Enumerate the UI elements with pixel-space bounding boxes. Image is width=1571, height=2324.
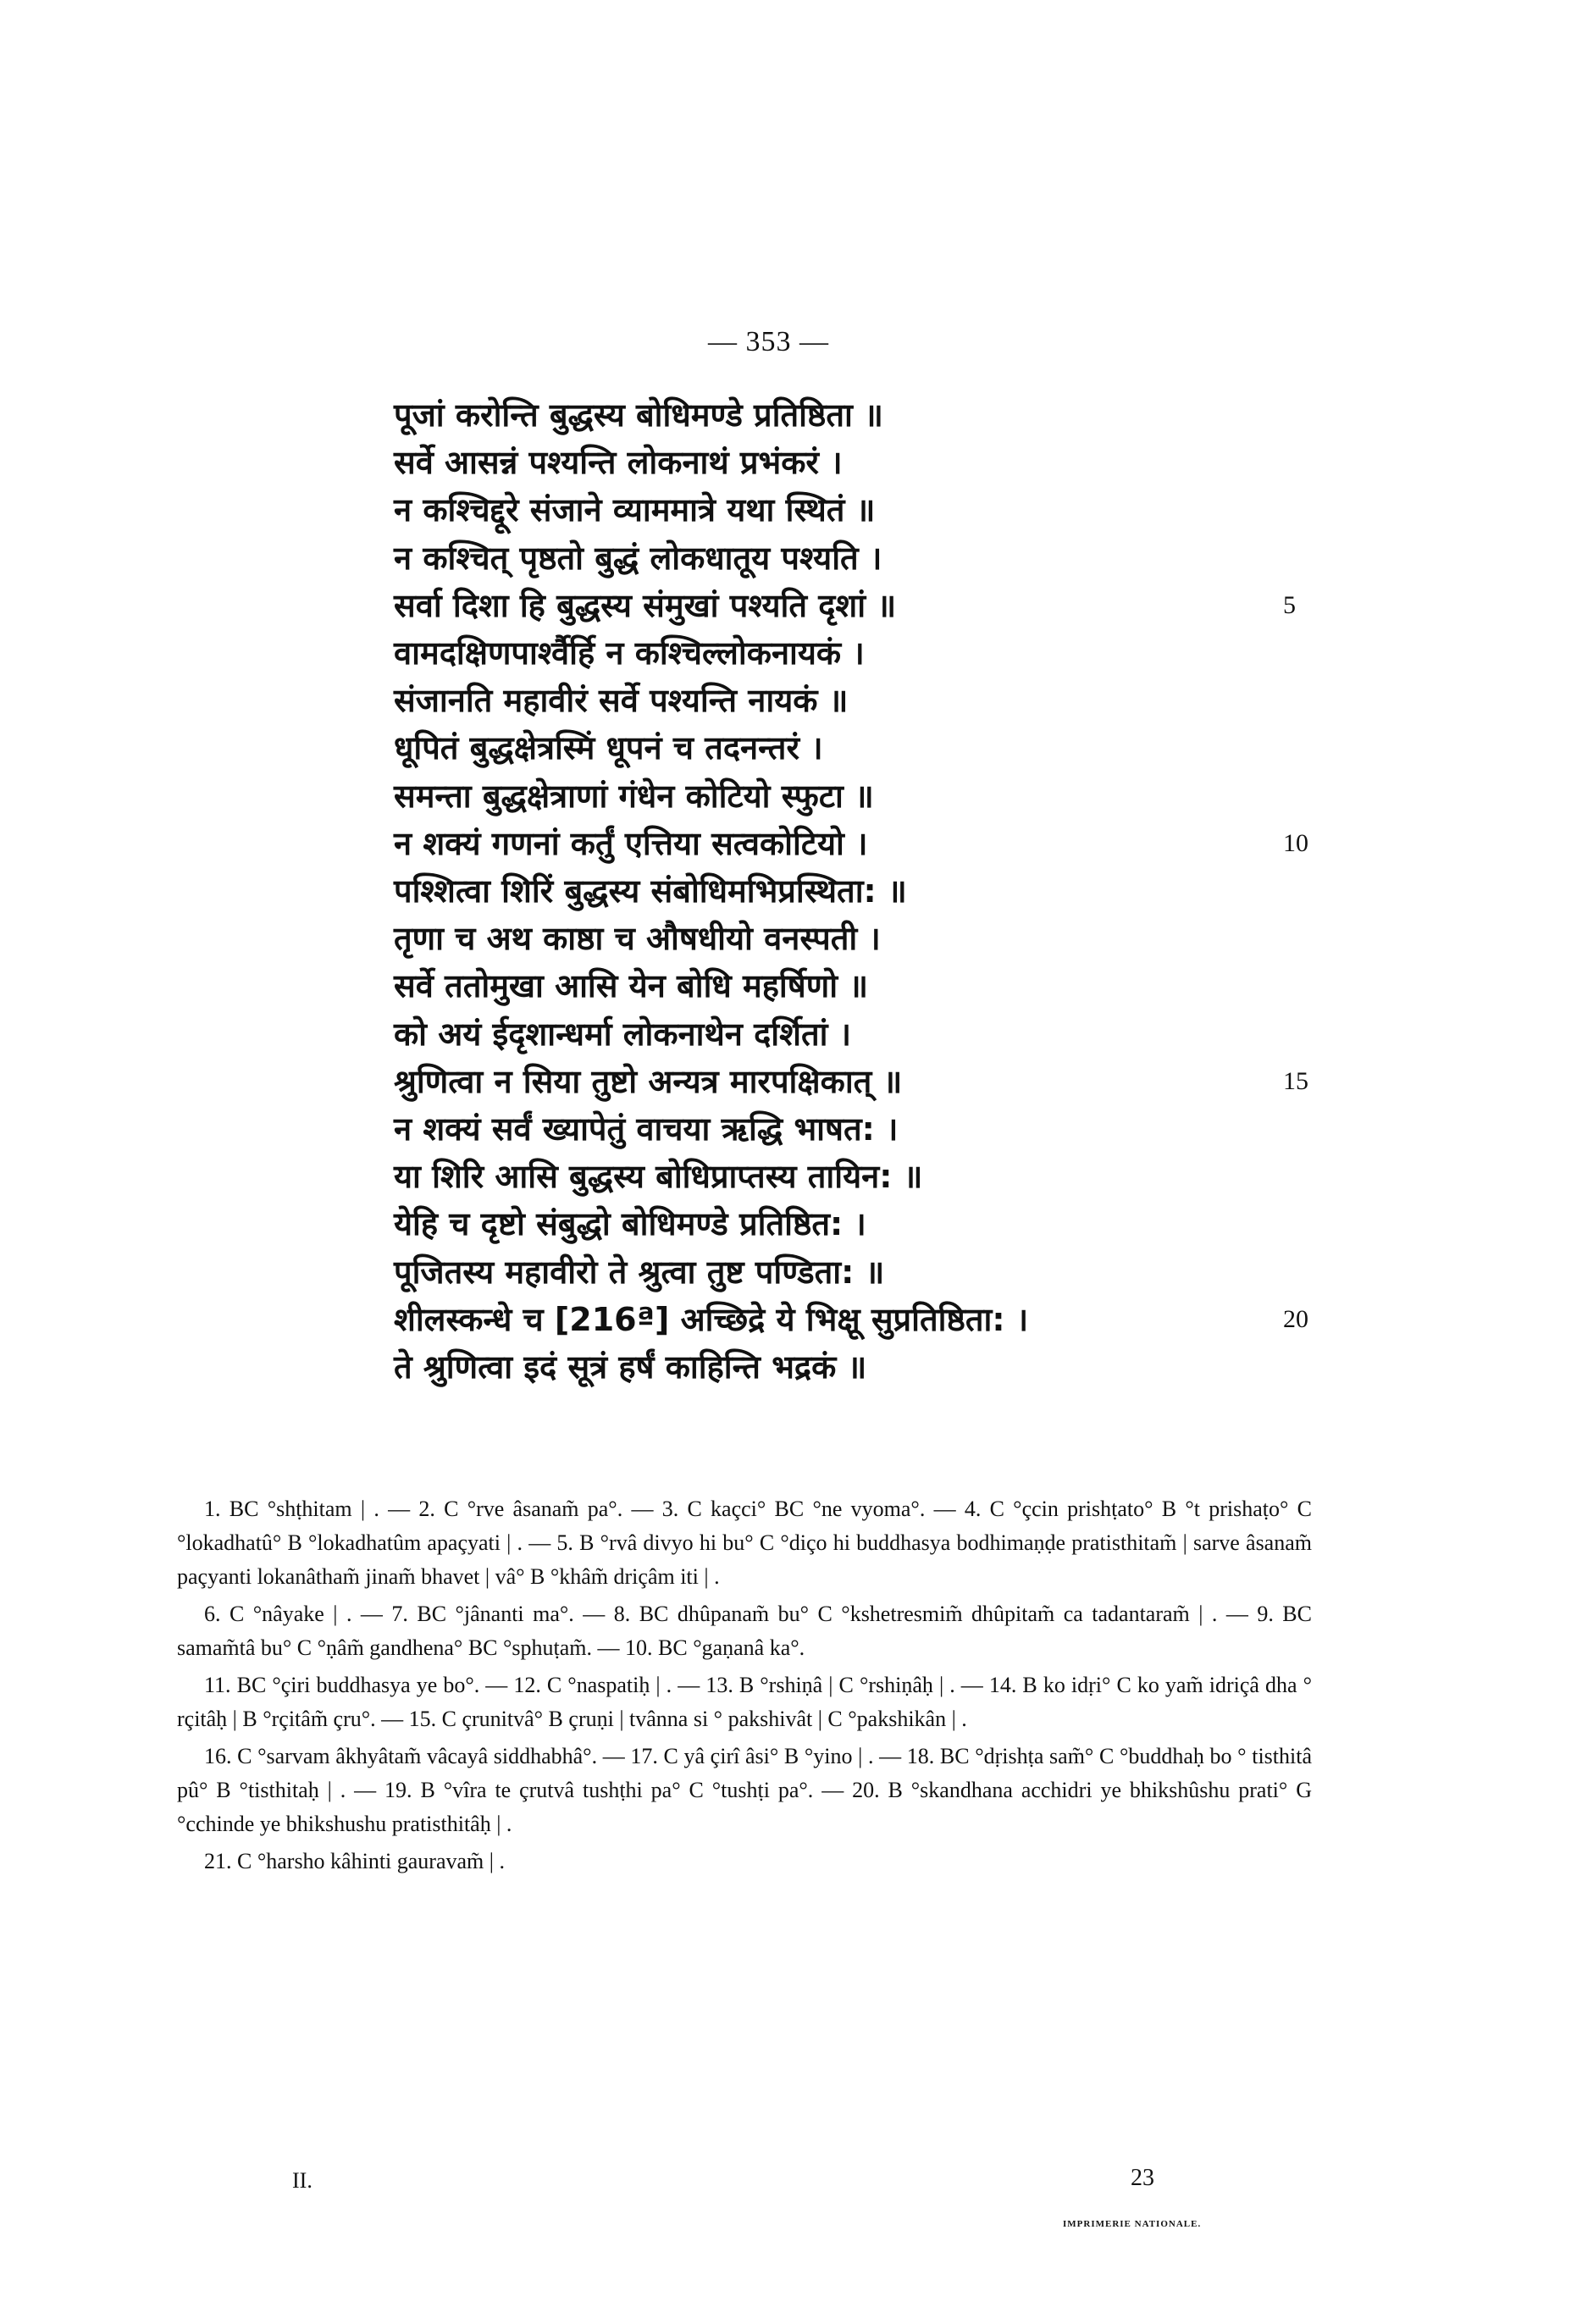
sheet-number: 23: [1131, 2165, 1154, 2191]
verse-line: तृणा च अथ काष्ठा च औषधीयो वनस्पती ।: [394, 920, 881, 958]
verse-line: न कश्चिद्दूरे संजाने व्याममात्रे यथा स्थितं ॥: [394, 491, 876, 529]
verse-line: धूपितं बुद्धक्षेत्रस्मिं धूपनं च तदनन्तरं ।: [394, 729, 823, 767]
footnote-paragraph: 6. C °nâyake | . — 7. BC °jânanti ma°. — 8. BC dhûpanam̃ bu° C °kshetresmim̃ dhûpitam̃ ca tadantaram̃ | . — 9. BC samam̃tâ bu° C °ṇâm̃ gandhena° BC °sphuṭam̃. — 10. BC °gaṇanâ ka°.: [177, 1602, 1312, 1660]
verse-line: सर्वे आसन्नं पश्यन्ति लोकनाथं प्रभंकरं ।: [394, 444, 843, 482]
page-number: — 353 —: [708, 326, 829, 357]
verse-line: को अयं ईदृशान्धर्मा लोकनाथेन दर्शितां ।: [394, 1015, 852, 1053]
footnote-paragraph: 1. BC °shṭhitam | . — 2. C °rve âsanam̃ pa°. — 3. C kaçci° BC °ne vyoma°. — 4. C °çcin prishṭato° B °t prishaṭo° C °lokadhatû° B °lokadhatûm apaçyati | . — 5. B °rvâ divyo hi bu° C °diço hi buddhasya bodhimaṇḍe pratisthitam̃ | sarve âsanam̃ paçyanti lokanâtham̃ jinam̃ bhavet | vâ° B °khâm̃ driçâm iti | .: [177, 1497, 1312, 1589]
line-number: 20: [1283, 1304, 1308, 1333]
verse-line: सर्वा दिशा हि बुद्धस्य संमुखां पश्यति दृशां ॥: [394, 586, 897, 624]
verse-line: समन्ता बुद्धक्षेत्राणां गंधेन कोटियो स्फुटा ॥: [394, 777, 874, 815]
line-number: 15: [1283, 1066, 1308, 1095]
verse-line: ते श्रुणित्वा इदं सूत्रं हर्षं काहिन्ति भद्रकं ॥: [394, 1348, 867, 1386]
verse-line: न शक्यं गणनां कर्तुं एत्तिया सत्वकोटियो ।: [394, 824, 868, 862]
verse-line: पूजितस्य महावीरो ते श्रुत्वा तुष्ट पण्डिता: ॥: [394, 1253, 885, 1291]
footnote-paragraph: 21. C °harsho kâhinti gauravam̃ | .: [204, 1849, 505, 1873]
verse-line: सर्वे ततोमुखा आसि येन बोधि महर्षिणो ॥: [394, 967, 869, 1005]
verse-line: वामदक्षिणपार्श्वैर्हि न कश्चिल्लोकनायकं ।: [394, 634, 865, 672]
verse-line: शीलस्कन्धे च [216ª] अच्छिद्रे ये भिक्षू सुप्रतिष्ठिता: ।: [394, 1300, 1029, 1338]
line-number: 5: [1283, 590, 1296, 619]
verse-line: श्रुणित्वा न सिया तुष्टो अन्यत्र मारपक्षिकात् ॥: [394, 1062, 903, 1100]
footnotes: [177, 1492, 1312, 1882]
line-number: 10: [1283, 828, 1308, 857]
imprint: IMPRIMERIE NATIONALE.: [1063, 2219, 1202, 2229]
verse-line: पूजां करोन्ति बुद्धस्य बोधिमण्डे प्रतिष्ठिता ॥: [394, 396, 883, 434]
footnote-paragraph: 11. BC °çiri buddhasya ye bo°. — 12. C °naspatiḥ | . — 13. B °rshiṇâ | C °rshiṇâḥ | . — 14. B ko idṛi° C ko yam̃ idriçâ dha ° rçitâḥ | B °rçitâm̃ çru°. — 15. C çrunitvâ° B çruṇi | tvânna si ° pakshivât | C °pakshikân | .: [177, 1673, 1312, 1731]
verse-line: न शक्यं सर्वं ख्यापेतुं वाचया ऋद्धि भाषत: ।: [394, 1110, 899, 1148]
verse-line: पश्शित्वा शिरिं बुद्धस्य संबोधिमभिप्रस्थिता: ॥: [394, 872, 907, 910]
footnote-paragraph: 16. C °sarvam âkhyâtam̃ vâcayâ siddhabhâ°. — 17. C yâ çirî âsi° B °yino | . — 18. BC °dṛishṭa sam̃° C °buddhaḥ bo ° tisthitâ pû° B °tisthitaḥ | . — 19. B °vîra te çrutvâ tushṭhi pa° C °tushṭi pa°. — 20. B °skandhana acchidri ye bhikshûshu prati° G °cchinde ye bhikshushu pratisthitâḥ | .: [177, 1744, 1312, 1836]
verse-line: येहि च दृष्टो संबुद्धो बोधिमण्डे प्रतिष्ठित: ।: [394, 1205, 866, 1243]
verse-line: न कश्चित् पृष्ठतो बुद्धं लोकधातूय पश्यति ।: [394, 539, 882, 577]
verse-line: या शिरि आसि बुद्धस्य बोधिप्राप्तस्य तायिन: ॥: [394, 1158, 923, 1196]
signature-mark: II.: [292, 2168, 313, 2193]
verse-line: संजानति महावीरं सर्वे पश्यन्ति नायकं ॥: [394, 682, 849, 720]
